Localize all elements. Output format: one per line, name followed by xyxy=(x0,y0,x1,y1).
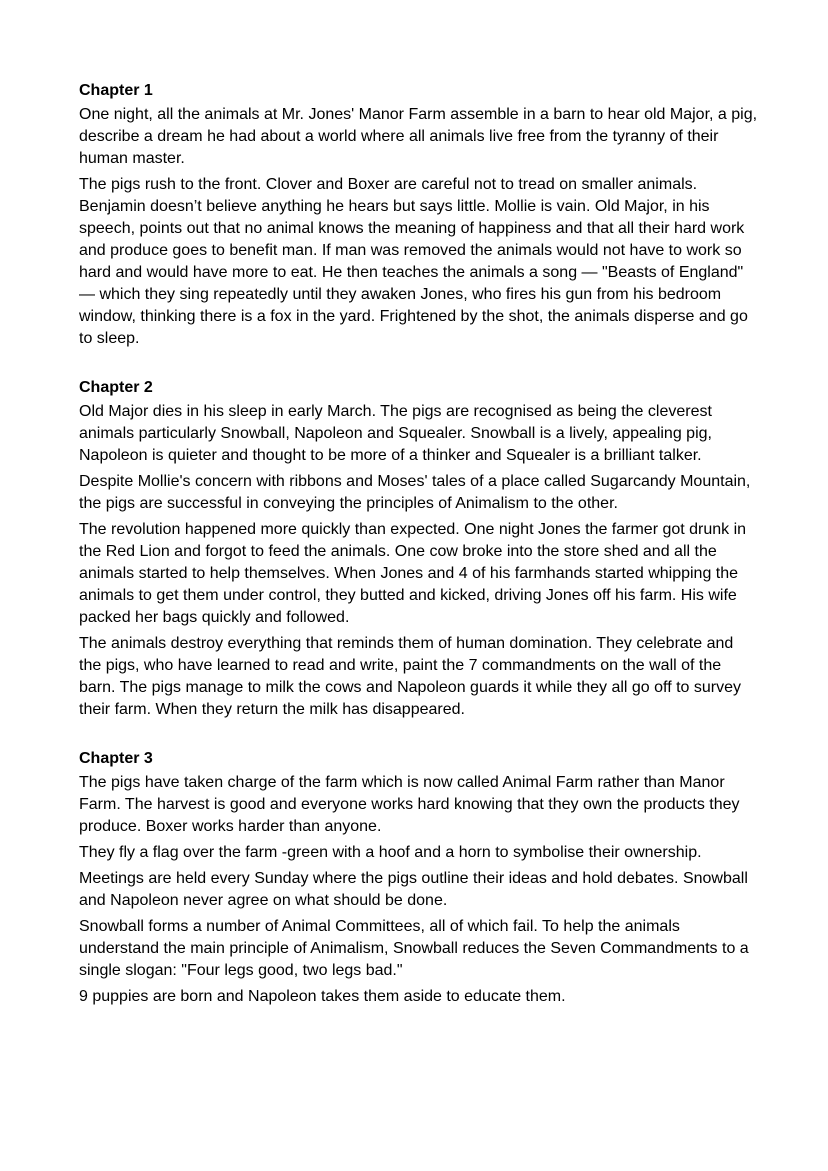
paragraph: They fly a flag over the farm -green with a hoof and a horn to symbolise their ownership. xyxy=(79,844,702,861)
paragraph: The pigs have taken charge of the farm which is now called Animal Farm rather than Manor Farm. The harvest is good and everyone works hard knowing that they own the products they produce. Boxer works harder than anyone. xyxy=(79,774,740,835)
chapter-title: Chapter 1 xyxy=(79,82,153,99)
chapter-3 xyxy=(79,748,759,1008)
chapter-title: Chapter 3 xyxy=(79,750,153,767)
paragraph: Snowball forms a number of Animal Committees, all of which fail. To help the animals understand the main principle of Animalism, Snowball reduces the Seven Commandments to a single slogan: "Four legs good, two legs bad." xyxy=(79,918,749,979)
document-page xyxy=(79,80,759,1035)
paragraph: Meetings are held every Sunday where the pigs outline their ideas and hold debates. Snowball and Napoleon never agree on what should be done. xyxy=(79,870,748,909)
paragraph: One night, all the animals at Mr. Jones' Manor Farm assemble in a barn to hear old Major, a pig, describe a dream he had about a world where all animals live free from the tyranny of their human master. xyxy=(79,106,758,167)
paragraph: Despite Mollie's concern with ribbons and Moses' tales of a place called Sugarcandy Mountain, the pigs are successful in conveying the principles of Animalism to the other. xyxy=(79,473,751,512)
chapter-2 xyxy=(79,377,759,721)
paragraph: The pigs rush to the front. Clover and Boxer are careful not to tread on smaller animals. Benjamin doesn’t believe anything he hears but says little. Mollie is vain. Old Major, in his speech, points out that no animal knows the meaning of happiness and that all their hard work and produce goes to benefit man. If man was removed the animals would not have to work so hard and would have more to eat. He then teaches the animals a song — "Beasts of England" — which they sing repeatedly until they awaken Jones, who fires his gun from his bedroom window, thinking there is a fox in the yard. Frightened by the shot, the animals disperse and go to sleep. xyxy=(79,176,748,347)
paragraph: Old Major dies in his sleep in early March. The pigs are recognised as being the cleverest animals particularly Snowball, Napoleon and Squealer. Snowball is a lively, appealing pig, Napoleon is quieter and thought to be more of a thinker and Squealer is a brilliant talker. xyxy=(79,403,712,464)
paragraph: 9 puppies are born and Napoleon takes them aside to educate them. xyxy=(79,988,566,1005)
chapter-title: Chapter 2 xyxy=(79,379,153,396)
chapter-1 xyxy=(79,80,759,350)
paragraph: The revolution happened more quickly than expected. One night Jones the farmer got drunk in the Red Lion and forgot to feed the animals. One cow broke into the store shed and all the animals started to help themselves. When Jones and 4 of his farmhands started whipping the animals to get them under control, they butted and kicked, driving Jones off his farm. His wife packed her bags quickly and followed. xyxy=(79,521,747,626)
paragraph: The animals destroy everything that reminds them of human domination. They celebrate and the pigs, who have learned to read and write, paint the 7 commandments on the wall of the barn. The pigs manage to milk the cows and Napoleon guards it while they all go off to survey their farm. When they return the milk has disappeared. xyxy=(79,635,742,718)
